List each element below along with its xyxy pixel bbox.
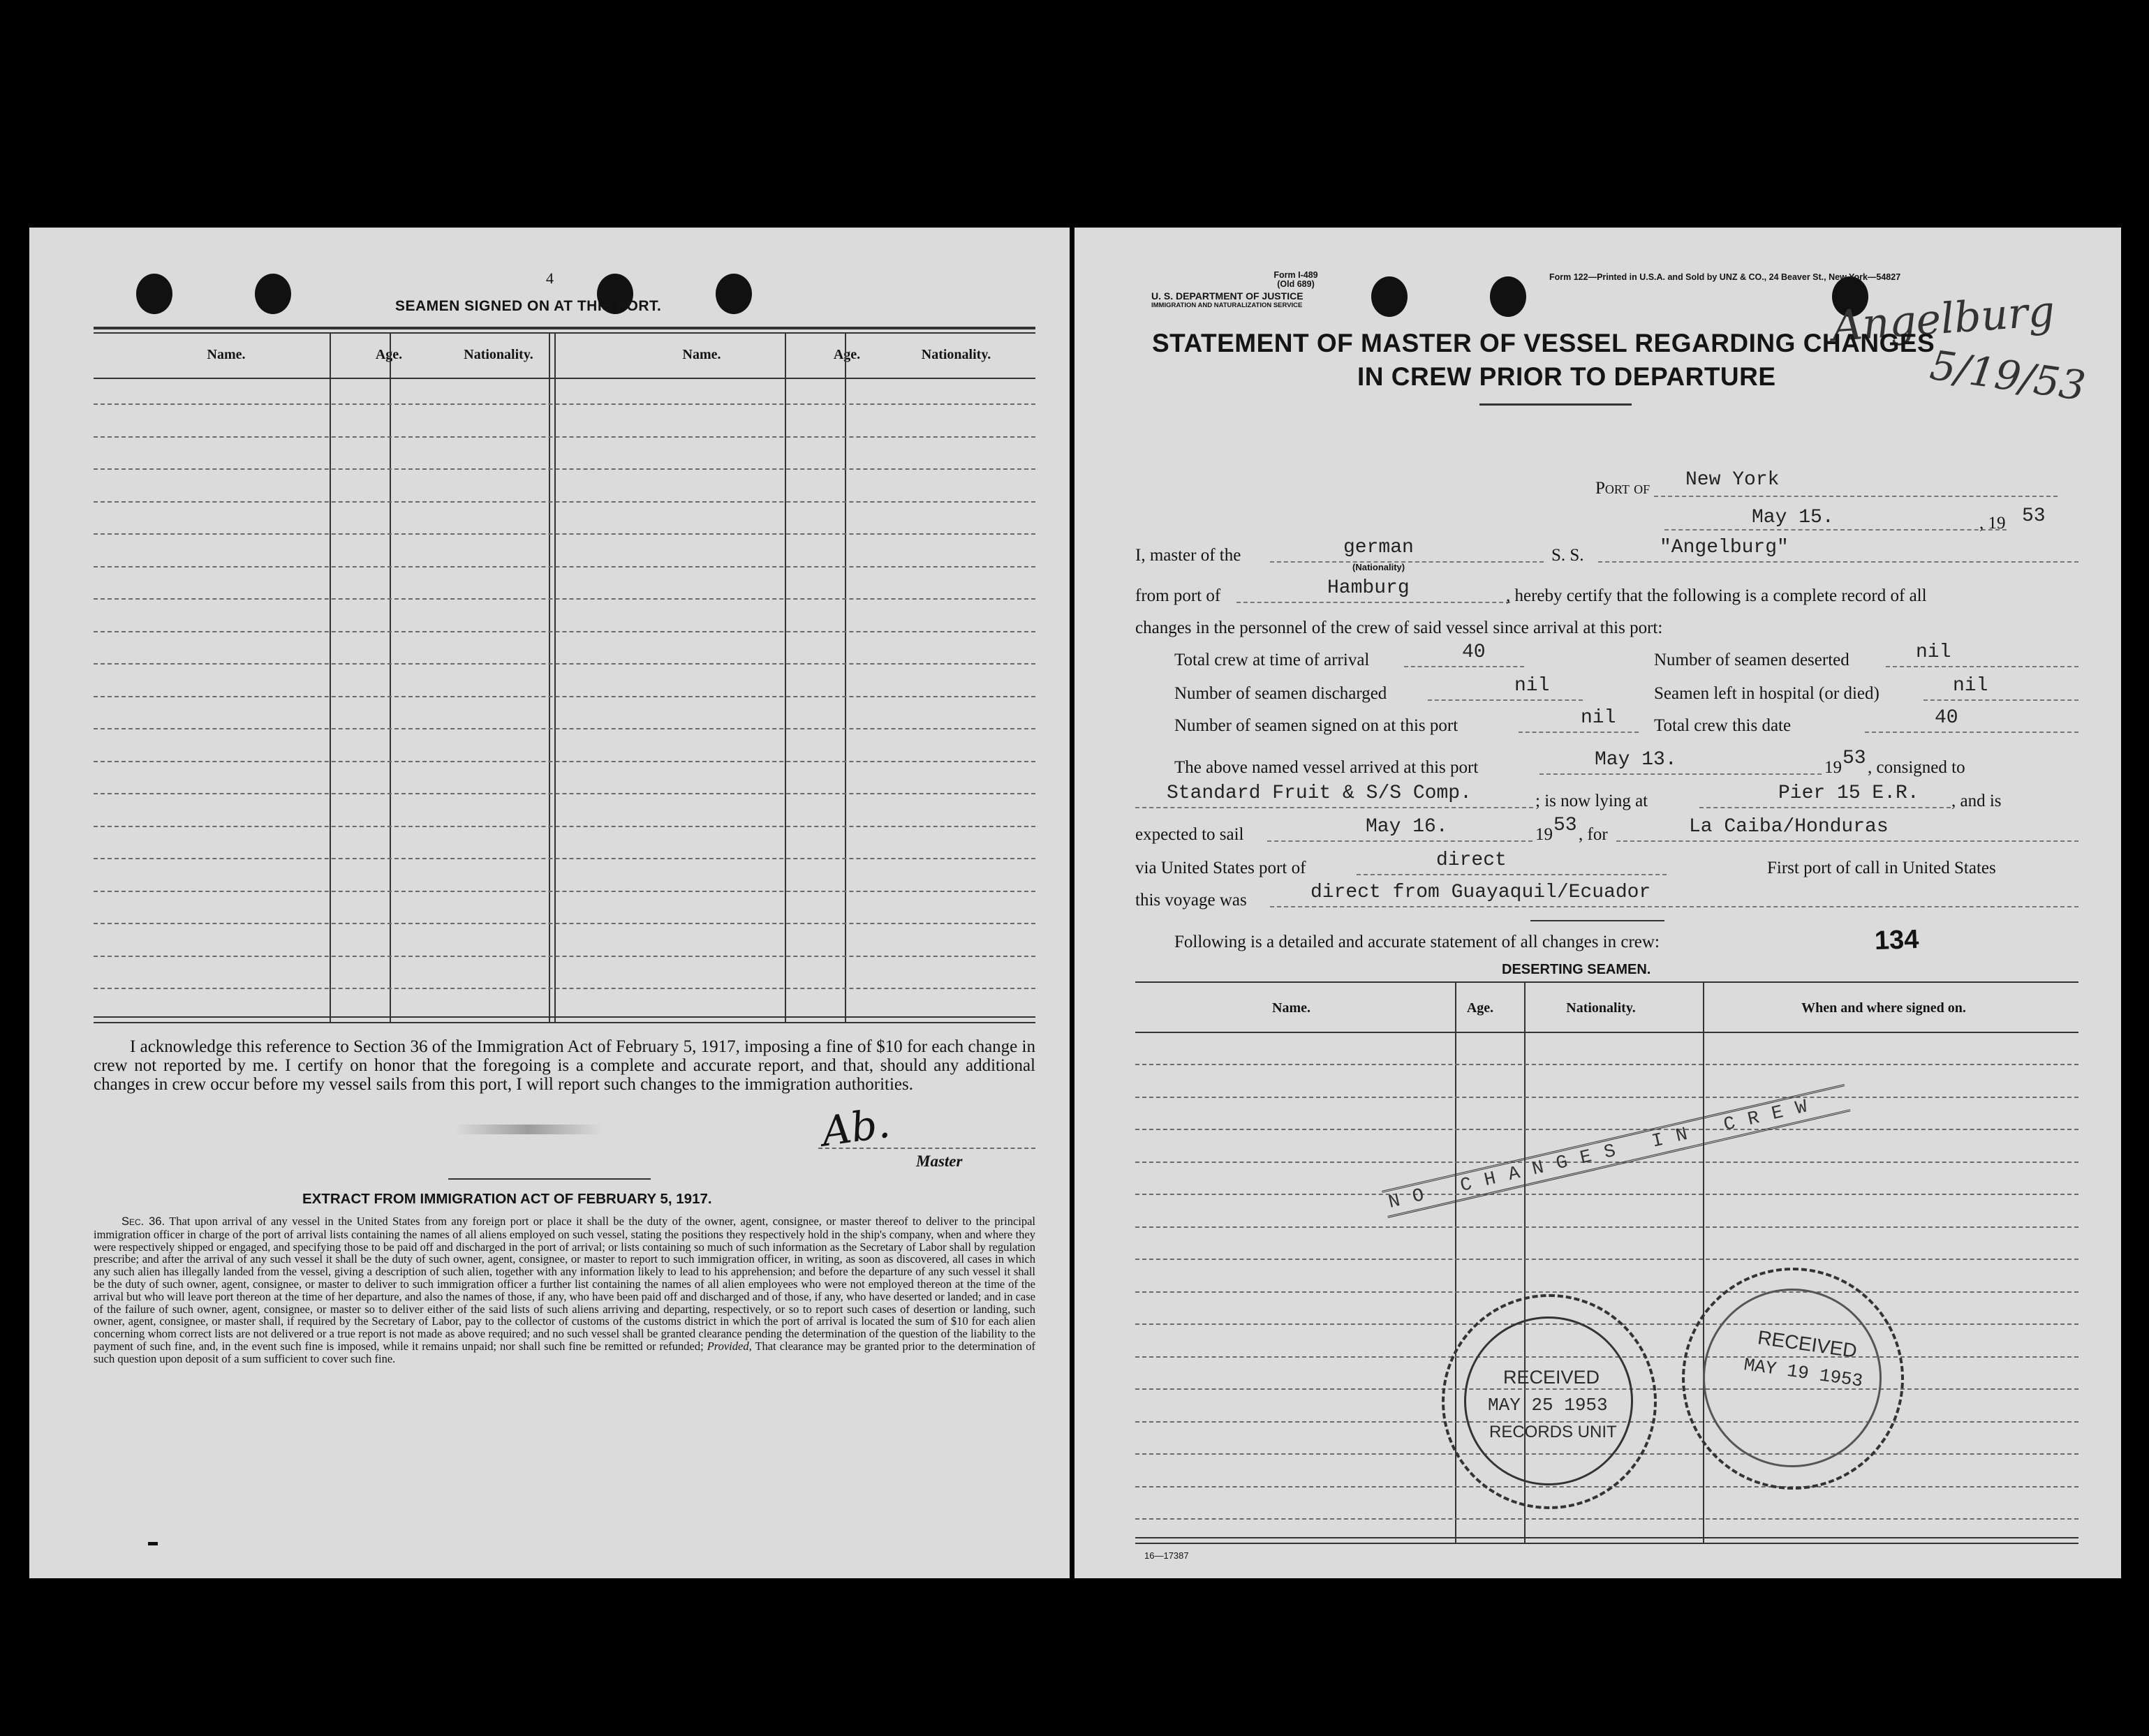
- table-row: [94, 403, 1035, 405]
- punch-hole: [716, 274, 752, 314]
- table-row: [94, 728, 1035, 729]
- certify-text: , hereby certify that the following is a complete record of all: [1506, 586, 1927, 605]
- table-row: [1135, 1291, 2078, 1293]
- column-header: Age.: [375, 347, 403, 362]
- consigned-label: , consigned to: [1868, 758, 1965, 777]
- table-row: [1135, 1226, 2078, 1228]
- consignee-value: Standard Fruit & S/S Comp.: [1167, 782, 1472, 804]
- stamp-date-text: MAY 19 1953: [1742, 1354, 1864, 1392]
- master-of-label: I, master of the: [1135, 546, 1241, 565]
- stamp-received-text: RECEIVED: [1756, 1326, 1859, 1362]
- no-changes-stamp: NO CHANGES IN CREW: [1382, 1084, 1851, 1218]
- table-row: [94, 436, 1035, 438]
- via-label: via United States port of: [1135, 859, 1306, 877]
- column-header: Name.: [207, 347, 246, 362]
- port-of-label: Port of: [1595, 479, 1650, 498]
- column-header: Age.: [833, 347, 861, 362]
- table-row: [94, 826, 1035, 827]
- column-header: Name.: [1272, 1000, 1310, 1016]
- footer-code: 16—17387: [1144, 1550, 1189, 1561]
- ss-label: S. S.: [1551, 546, 1584, 565]
- table-row: [94, 598, 1035, 600]
- page-number: 4: [546, 269, 554, 287]
- total-crew-date-label: Total crew this date: [1654, 716, 1792, 735]
- section-title: SEAMEN SIGNED ON AT THIS PORT.: [395, 298, 662, 314]
- column-header: When and where signed on.: [1801, 1000, 1966, 1016]
- arrived-year: 53: [1842, 748, 1866, 769]
- expected-label: expected to sail: [1135, 825, 1244, 844]
- right-page: Form I-489 (Old 689) U. S. DEPARTMENT OF JUSTICE IMMIGRATION AND NATURALIZATION SERVICE Form 122—Printed in U.S.A. and Sold by UNZ & CO., 24 Beaver St., New York—54827 Angelburg 5/19/53 STATEMENT OF MASTER OF VESSEL REGARDING CHANGES IN CREW PRIOR TO DEPARTURE Port of New York May 15. , 19 53 I, master of the german (Nationality) S. S. "Angelburg" from port of Hamburg , hereby certify that the following is a complete record of all changes in the personnel of the crew of said vessel since arrival at this port: Total crew at time of arrival 40 Number of seamen deserted nil Number of seamen discharged nil Seamen left in hospital (or died) nil Number of seamen signed on at this port nil Total crew this date 40 The above named vessel arrived at this port May 13. 19 53 , consigned to Standard Fruit & S/S Comp. ; is now lying at Pier 15 E.R. , and is expected to sail May 16. 19 53 , for La Caiba/Honduras via United States port of direct First port of call in United States this voyage was direct from Guayaquil/Ecuador Following is a detailed and accurate statement of all changes in crew: 134 DESERTING SEAMEN. Name. Age. Nationality. When and where signed on. NO CHANGES IN CREW RECEIVED MAY 25 1953 RECORDS UNIT RECEIVED MAY 19 1953 16—17387: [1074, 228, 2121, 1578]
- nationality-value: german: [1343, 537, 1414, 558]
- table-row: [1135, 1194, 2078, 1195]
- stamp-date-text: MAY 25 1953: [1488, 1395, 1608, 1416]
- printer-line: Form 122—Printed in U.S.A. and Sold by UNZ & CO., 24 Beaver St., New York—54827: [1549, 272, 1901, 282]
- total-crew-arrival-label: Total crew at time of arrival: [1174, 651, 1370, 669]
- lying-label: ; is now lying at: [1535, 792, 1648, 810]
- expected-value: May 16.: [1366, 816, 1448, 838]
- acknowledgement-text: I acknowledge this reference to Section 36 of the Immigration Act of February 5, 1917, imposing a fine of $10 for each change in crew not reported by me. I certify on honor that the foregoing is a complete and accurate report, and that, should any additional changes in crew occur before my vessel sails from this port, I will report such changes to the immigration authorities.: [94, 1037, 1035, 1094]
- from-port-value: Hamburg: [1327, 577, 1410, 599]
- signed-on-label: Number of seamen signed on at this port: [1174, 716, 1458, 735]
- ink-mark: [148, 1542, 158, 1545]
- stamp-received-text: RECEIVED: [1503, 1367, 1600, 1388]
- table-row: [94, 956, 1035, 957]
- via-value: direct: [1436, 850, 1507, 871]
- form-id: Form I-489 (Old 689): [1273, 270, 1318, 289]
- table-row: [1135, 1259, 2078, 1260]
- column-header: Nationality.: [1566, 1000, 1636, 1016]
- lying-value: Pier 15 E.R.: [1778, 782, 1919, 804]
- stamp-unit-text: RECORDS UNIT: [1489, 1423, 1617, 1441]
- total-crew-date-value: 40: [1935, 707, 1958, 729]
- nationality-caption: (Nationality): [1352, 562, 1405, 572]
- changes-text: changes in the personnel of the crew of said vessel since arrival at this port:: [1135, 618, 1663, 637]
- left-page: [29, 228, 1070, 1578]
- and-is-label: , and is: [1951, 792, 2002, 810]
- date-value: May 15.: [1752, 507, 1834, 528]
- punch-hole: [1371, 276, 1408, 317]
- handwritten-date: 5/19/53: [1927, 341, 2089, 410]
- master-label: Master: [916, 1152, 963, 1170]
- extract-text: Sec. 36. That upon arrival of any vessel in the United States from any foreign port or place it shall be the duty of the owner, agent, consignee, or master thereof to deliver to the principal immigration officer in charge of the port of arrival lists containing the names of all aliens employed on such vessel, stating the positions they respectively hold in the ship's company, when and where they were respectively shipped or engaged, and specifying those to be paid off and discharged in the port of arrival; or lists containing so much of such information as the Secretary of Labor shall by regulation prescribe; and after the arrival of any such vessel it shall be the duty of such owner, agent, consignee, or master to report to such immigration officer, in writing, as soon as discovered, all cases in which any such alien has illegally landed from the vessel, giving a description of such alien, together with any information likely to lead to his apprehension; and before the departure of any such vessel it shall be the duty of such owner, agent, consignee, or master to deliver to such immigration officer a further list containing the names of all alien employees who were not employed thereon at the time of the arrival but who will leave port thereon at the time of her departure, and also the names of those, if any, who have been paid off and discharged and of those, if any, who have deserted or landed; and in case of the failure of such owner, agent, consignee, or master so to deliver either of the said lists of such aliens arriving and departing, respectively, or so to report such cases of desertion or landing, such owner, agent, consignee, or master shall, if required by the Secretary of Labor, pay to the collector of customs of the customs district in which the port of arrival is located the sum of $10 for each alien concerning whom correct lists are not delivered or a true report is not made as above required; and no such vessel shall be granted clearance pending the determination of the question of the liability to the payment of such fine, and, in the event such fine is imposed, while it remains unpaid; nor shall such fine be remitted or refunded; Provided, That clearance may be granted prior to the determination of such question upon deposit of a sum sufficient to cover such fine.: [94, 1215, 1036, 1365]
- table-row: [1135, 1518, 2078, 1520]
- column-header: Name.: [682, 347, 721, 362]
- department-label: U. S. DEPARTMENT OF JUSTICE: [1151, 290, 1304, 302]
- table-row: [94, 858, 1035, 859]
- destination-value: La Caiba/Honduras: [1689, 816, 1889, 838]
- total-crew-arrival-value: 40: [1462, 641, 1486, 663]
- from-port-label: from port of: [1135, 586, 1221, 605]
- year-prefix: , 19: [1979, 514, 2006, 533]
- smudge: [455, 1125, 602, 1134]
- punch-hole: [255, 274, 291, 314]
- received-stamp-2: [1682, 1268, 1904, 1490]
- table-row: [94, 663, 1035, 665]
- punch-hole: [136, 274, 172, 314]
- table-row: [94, 891, 1035, 892]
- table-row: [1135, 1129, 2078, 1130]
- deserting-title: DESERTING SEAMEN.: [1502, 962, 1651, 977]
- hospital-label: Seamen left in hospital (or died): [1654, 684, 1880, 703]
- for-label: , for: [1579, 825, 1608, 844]
- this-voyage-label: this voyage was: [1135, 891, 1247, 910]
- table-row: [1135, 1064, 2078, 1065]
- table-row: [94, 988, 1035, 989]
- table-row: [94, 533, 1035, 535]
- table-row: [1135, 1097, 2078, 1098]
- column-header: Age.: [1466, 1000, 1494, 1016]
- form-title-line1: STATEMENT OF MASTER OF VESSEL REGARDING CHANGES: [1152, 329, 1935, 357]
- year-value: 53: [2022, 505, 2046, 527]
- service-label: IMMIGRATION AND NATURALIZATION SERVICE: [1151, 302, 1303, 309]
- form-title-line2: IN CREW PRIOR TO DEPARTURE: [1357, 362, 1776, 391]
- column-header: Nationality.: [921, 347, 991, 362]
- extract-title: EXTRACT FROM IMMIGRATION ACT OF FEBRUARY 5, 1917.: [302, 1191, 712, 1207]
- handwritten-ship-name: Angelburg: [1830, 286, 2057, 352]
- discharged-value: nil: [1514, 675, 1550, 697]
- master-signature: Ab.: [818, 1099, 893, 1156]
- table-row: [94, 761, 1035, 762]
- table-row: [94, 696, 1035, 697]
- table-row: [94, 793, 1035, 794]
- expected-year: 53: [1553, 815, 1577, 836]
- handwritten-number: 134: [1874, 924, 1920, 956]
- punch-hole: [1490, 276, 1526, 317]
- received-stamp-records-unit: [1442, 1294, 1657, 1509]
- hospital-value: nil: [1953, 675, 1988, 697]
- table-row: [94, 923, 1035, 924]
- arrived-value: May 13.: [1595, 749, 1677, 771]
- ship-name-value: "Angelburg": [1660, 537, 1789, 558]
- discharged-label: Number of seamen discharged: [1174, 684, 1387, 703]
- first-port-label: First port of call in United States: [1767, 859, 1996, 877]
- port-of-value: New York: [1685, 469, 1780, 491]
- table-row: [94, 631, 1035, 632]
- column-header: Nationality.: [464, 347, 533, 362]
- signed-on-value: nil: [1581, 707, 1616, 729]
- arrived-label: The above named vessel arrived at this port: [1174, 758, 1479, 777]
- deserted-value: nil: [1916, 641, 1951, 663]
- voyage-value: direct from Guayaquil/Ecuador: [1310, 882, 1651, 903]
- table-row: [94, 501, 1035, 503]
- following-label: Following is a detailed and accurate statement of all changes in crew:: [1174, 933, 1660, 951]
- table-row: [94, 468, 1035, 470]
- table-row: [94, 566, 1035, 567]
- deserted-label: Number of seamen deserted: [1654, 651, 1849, 669]
